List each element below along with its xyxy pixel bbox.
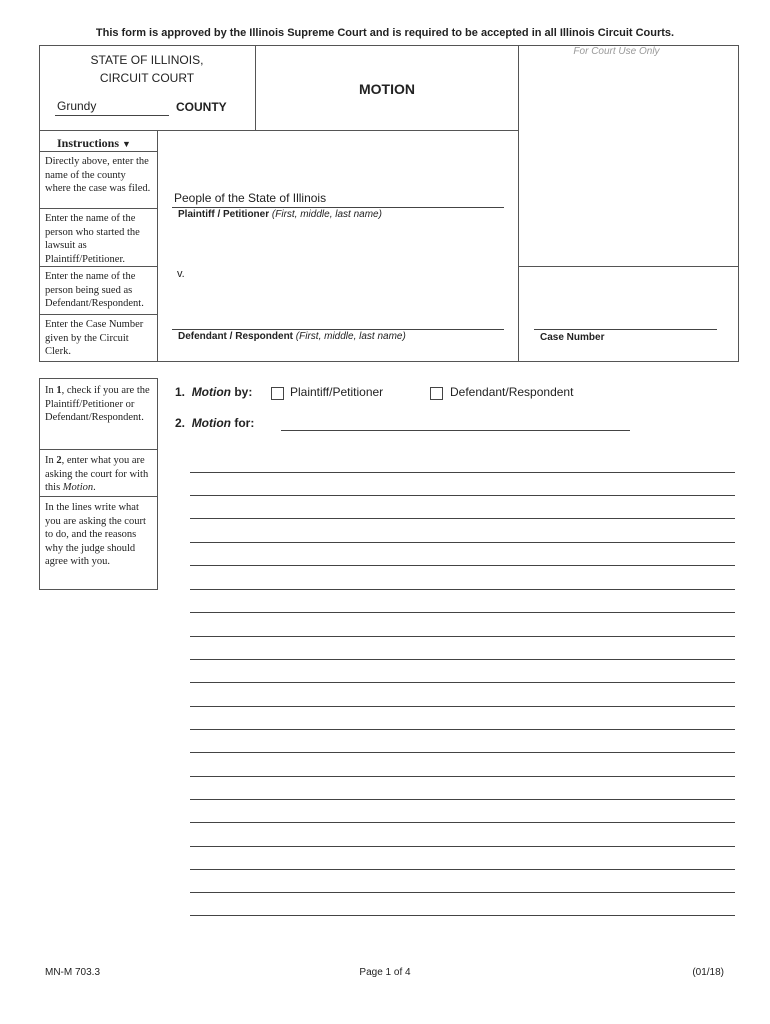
- instructions-heading[interactable]: [57, 136, 131, 151]
- state-of-illinois: STATE OF ILLINOIS,: [90, 53, 204, 67]
- writing-line[interactable]: [190, 846, 735, 847]
- defendant-label: [178, 331, 406, 342]
- plaintiff-label-hint: (First, middle, last name): [271, 209, 382, 220]
- writing-line[interactable]: [190, 869, 735, 870]
- case-number-field[interactable]: [534, 312, 717, 328]
- plaintiff-label: [178, 209, 382, 220]
- case-number-label: Case Number: [540, 332, 605, 343]
- q2-for: for:: [231, 416, 255, 430]
- instr1-post: , check if you are the Plaintiff/Petitioner or Defendant/Respondent.: [45, 385, 150, 423]
- form-date: (01/18): [692, 967, 724, 978]
- q1-motion: Motion: [191, 385, 232, 399]
- instructions-heading-label: Instructions: [57, 136, 120, 150]
- page-number: Page 1 of 4: [359, 967, 411, 978]
- form-code: MN-M 703.3: [45, 967, 101, 978]
- instr2-ital: Motion: [62, 482, 94, 493]
- defendant-label-bold: Defendant / Respondent: [178, 331, 294, 342]
- instr2-num: 2: [56, 455, 62, 466]
- writing-line[interactable]: [190, 892, 735, 893]
- defendant-field[interactable]: [172, 312, 504, 328]
- writing-line[interactable]: [190, 472, 735, 473]
- writing-line[interactable]: [190, 565, 735, 566]
- instruction-motion-for: [45, 454, 153, 495]
- instruction-defendant: Enter the name of the person being sued as Defendant/Respondent.: [45, 271, 144, 309]
- writing-line[interactable]: [190, 636, 735, 637]
- writing-line[interactable]: [190, 495, 735, 496]
- writing-line[interactable]: [190, 518, 735, 519]
- instr1-num: 1: [56, 385, 62, 396]
- instr2-end: .: [93, 482, 96, 493]
- instruction-county: Directly above, enter the name of the county where the case was filed.: [45, 156, 151, 194]
- q2-motion: Motion: [191, 416, 232, 430]
- writing-line[interactable]: [190, 659, 735, 660]
- plaintiff-field[interactable]: People of the State of Illinois: [174, 191, 327, 205]
- writing-line[interactable]: [190, 589, 735, 590]
- versus-label: v.: [177, 268, 185, 280]
- writing-line[interactable]: [190, 776, 735, 777]
- county-label: COUNTY: [176, 100, 227, 114]
- approval-notice: This form is approved by the Illinois Supreme Court and is required to be accepted in all Illinois Circuit Courts.: [95, 27, 675, 39]
- instr1-pre: In: [45, 385, 57, 396]
- plaintiff-option-label: Plaintiff/Petitioner: [290, 385, 384, 399]
- circuit-court: CIRCUIT COURT: [99, 71, 195, 85]
- writing-line[interactable]: [190, 612, 735, 613]
- instruction-motion-by: [45, 384, 153, 425]
- writing-line[interactable]: [190, 706, 735, 707]
- writing-line[interactable]: [190, 752, 735, 753]
- instr2-pre: In: [45, 455, 57, 466]
- writing-line[interactable]: [190, 542, 735, 543]
- caret-down-icon: ▼: [122, 139, 131, 149]
- instruction-case-number: Enter the Case Number given by the Circuit Clerk.: [45, 319, 144, 357]
- motion-for-field[interactable]: [281, 414, 630, 430]
- instruction-lines: In the lines write what you are asking the court to do, and the reasons why the judge should agree with you.: [45, 502, 146, 567]
- writing-line[interactable]: [190, 915, 735, 916]
- county-field[interactable]: Grundy: [57, 99, 97, 113]
- q1-by: by:: [231, 385, 253, 399]
- instruction-plaintiff: Enter the name of the person who started the lawsuit as Plaintiff/Petitioner.: [45, 213, 140, 265]
- court-use-label: For Court Use Only: [573, 46, 660, 57]
- defendant-checkbox[interactable]: [430, 387, 443, 400]
- writing-line[interactable]: [190, 682, 735, 683]
- q2-number: 2.: [175, 416, 186, 430]
- writing-line[interactable]: [190, 822, 735, 823]
- plaintiff-checkbox[interactable]: [271, 387, 284, 400]
- q1-number: 1.: [175, 385, 186, 399]
- question-2: [175, 416, 254, 430]
- writing-line[interactable]: [190, 729, 735, 730]
- defendant-label-hint: (First, middle, last name): [295, 331, 406, 342]
- instr2-mid: , enter what you are asking the court for with this: [45, 455, 149, 493]
- form-title: MOTION: [359, 81, 415, 97]
- plaintiff-label-bold: Plaintiff / Petitioner: [178, 209, 270, 220]
- question-1: [175, 385, 252, 399]
- defendant-option-label: Defendant/Respondent: [450, 385, 574, 399]
- writing-line[interactable]: [190, 799, 735, 800]
